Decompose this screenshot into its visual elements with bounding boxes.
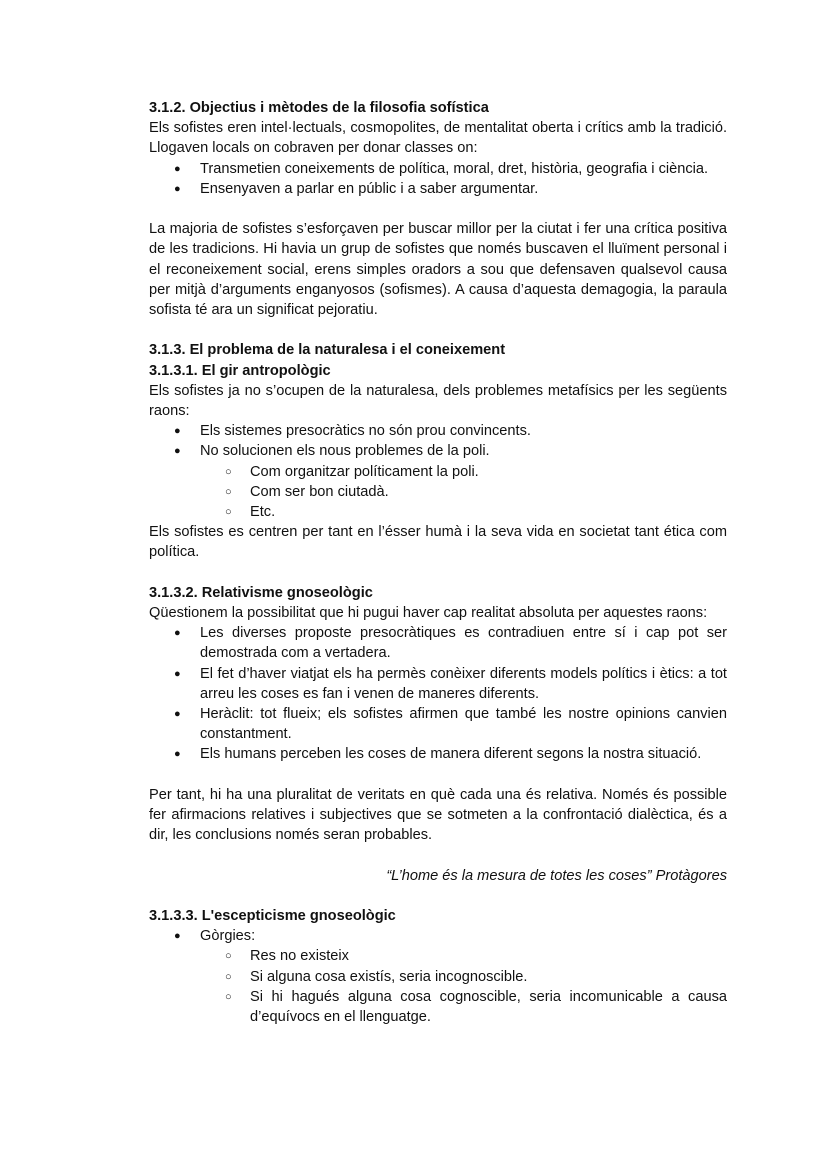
section-intro-3-1-3-2: Qüestionem la possibilitat que hi pugui haver cap realitat absoluta per aquestes raons: (149, 605, 708, 622)
circle-bullet-icon: ○ (225, 950, 232, 963)
list-item: ● Els humans perceben les coses de manera diferent segons la nostra situació. (149, 744, 727, 764)
section-heading-3-1-3-1: 3.1.3.1. El gir antropològic (149, 362, 331, 379)
bullet-icon: ● (174, 930, 181, 943)
section-heading-3-1-3-2: 3.1.3.2. Relativisme gnoseològic (149, 584, 373, 601)
bullet-list-3-1-3-2 (149, 623, 727, 764)
section-heading-3-1-3: 3.1.3. El problema de la naturalesa i el coneixement (149, 342, 506, 359)
circle-bullet-icon: ○ (225, 506, 232, 519)
bullet-icon: ● (174, 627, 181, 640)
bullet-icon: ● (174, 425, 181, 438)
list-item: ○ Etc. (200, 502, 727, 522)
list-item: ● Transmetien coneixements de política, moral, dret, història, geografia i ciència. (149, 159, 727, 179)
section-heading-3-1-3-3: 3.1.3.3. L'escepticisme gnoseològic (149, 908, 396, 925)
sub-bullet-list (200, 462, 727, 523)
list-item: ○ Com organitzar políticament la poli. (200, 462, 727, 482)
list-item: ● Heràclit: tot flueix; els sofistes afirmen que també les nostre opinions canvien constantment. (174, 706, 727, 743)
section-outro-3-1-3-1: Els sofistes es centren per tant en l’ésser humà i la seva vida en societat tant ética com política. (149, 524, 727, 561)
list-item: ● Gòrgies: ○ Res no existeix ○ Si alguna cosa existís, seria incognoscible. ○ Si hi hagués alguna cosa cognoscible, seria incomunicable a causa d’equívocs en el llenguatge. (149, 926, 727, 1027)
bullet-icon: ● (174, 162, 181, 175)
circle-bullet-icon: ○ (225, 465, 232, 478)
paragraph-3-1-2: La majoria de sofistes s’esforçaven per buscar millor per la ciutat i fer una crítica positiva de les tradicions. Hi havia un grup de sofistes que només buscaven el lluïment personal i el reconeixement social, erens simples oradors a sou que defensaven qualsevol causa per mitjà d’arguments enganyosos (sofismes). A causa d’aquesta demagogia, la paraula sofista té ara un significat pejoratiu. (149, 221, 727, 319)
sub-bullet-list (200, 946, 727, 1027)
circle-bullet-icon: ○ (225, 485, 232, 498)
quote-protagoras: “L’home és la mesura de totes les coses” Protàgores (386, 867, 727, 884)
circle-bullet-icon: ○ (225, 970, 232, 983)
list-item: ● No solucionen els nous problemes de la poli. ○ Com organitzar políticament la poli. ○ Com ser bon ciutadà. ○ Etc. (149, 441, 727, 522)
list-item: ● Les diverses proposte presocràtiques es contradiuen entre sí i cap pot ser demostrada com a vertadera. (174, 625, 727, 662)
bullet-icon: ● (174, 445, 181, 458)
document-page (149, 98, 727, 1027)
bullet-icon: ● (174, 667, 181, 680)
paragraph-3-1-3-2: Per tant, hi ha una pluralitat de veritats en què cada una és relativa. Només és possible fer afirmacions relatives i subjectives que se sotmeten a la confrontació dialèctica, és a dir, les conclusions només seran probables. (149, 786, 727, 844)
section-intro-3-1-3-1: Els sofistes ja no s’ocupen de la naturalesa, dels problemes metafísics per les següents raons: (149, 382, 727, 420)
list-item: ● Els sistemes presocràtics no són prou convincents. (149, 421, 727, 441)
bullet-icon: ● (174, 708, 181, 721)
list-item: ○ Si hi hagués alguna cosa cognoscible, seria incomunicable a causa d’equívocs en el llenguatge. (225, 988, 727, 1026)
section-heading-3-1-2: 3.1.2. Objectius i mètodes de la filosofia sofística (149, 100, 489, 116)
bullet-icon: ● (174, 748, 181, 761)
list-item: ○ Si alguna cosa existís, seria incognoscible. (200, 967, 727, 987)
list-item: ● Ensenyaven a parlar en públic i a saber argumentar. (149, 179, 727, 199)
bullet-list-3-1-2 (149, 159, 727, 199)
bullet-list-3-1-3-3 (149, 926, 727, 1027)
list-item: ● El fet d’haver viatjat els ha permès conèixer diferents models polítics i ètics: a tot arreu les coses es fan i venen de maneres diferents. (174, 665, 727, 702)
list-item: ○ Com ser bon ciutadà. (200, 482, 727, 502)
list-item: ○ Res no existeix (200, 946, 727, 966)
bullet-icon: ● (174, 182, 181, 195)
section-intro-3-1-2: Els sofistes eren intel·lectuals, cosmopolites, de mentalitat oberta i crítics amb la tradició. Llogaven locals on cobraven per donar classes on: (149, 120, 727, 157)
circle-bullet-icon: ○ (225, 990, 232, 1003)
bullet-list-3-1-3-1 (149, 421, 727, 522)
